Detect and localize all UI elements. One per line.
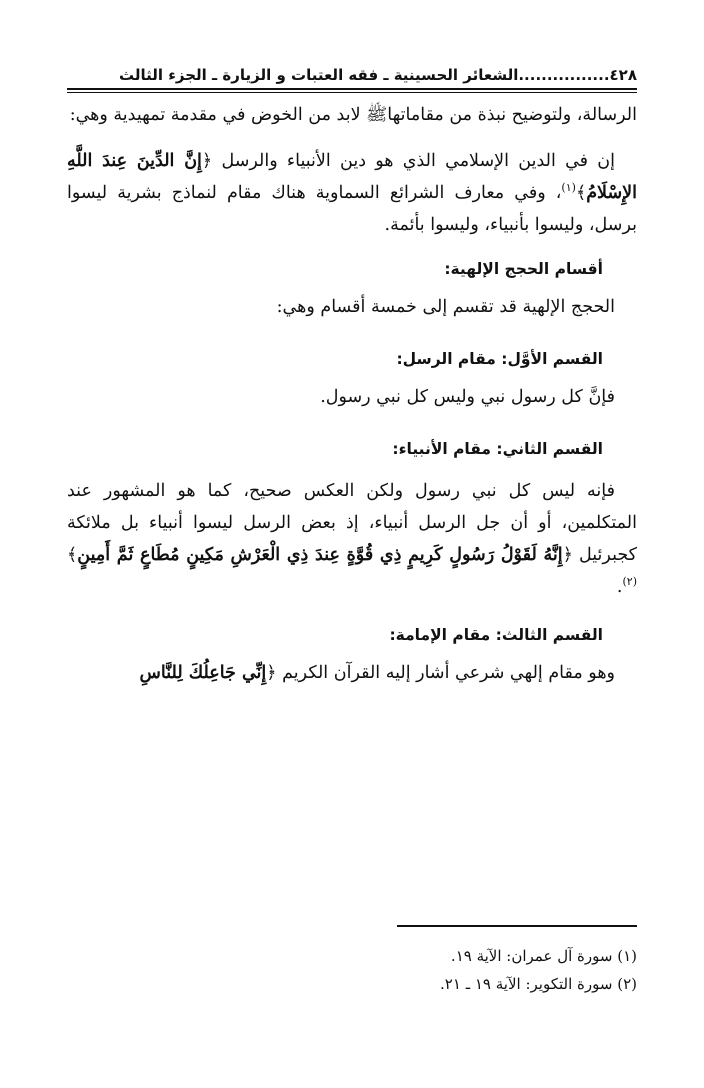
paragraph-4: فإنَّ كل رسول نبي وليس كل نبي رسول. [320,387,615,407]
leader-dots: ................ [518,66,610,84]
spacer [67,373,637,381]
quran-verse-3: إِنِّي جَاعِلُكَ لِلنَّاسِ [139,663,267,683]
running-title: الشعائر الحسينية ـ فقه العتبات و الزيارة ـ الجزء الثالث [118,66,519,84]
section-heading-imamate: القسم الثالث: مقام الإمامة: [389,626,603,644]
footnote-2: (٢) سورة التكوير: الآية ١٩ ـ ٢١. [440,975,637,993]
paragraph-5 [67,475,637,603]
section-heading-divine-proofs: أقسام الحجج الإلهية: [444,260,603,278]
paragraph-6-text: وهو مقام إلهي شرعي أشار إليه القرآن الكريم [282,663,615,683]
paragraph-2-text-after: ، وفي معارف الشرائع السماوية هناك مقام لنماذج بشرية ليسوا برسل، وليسوا بأنبياء، وليسوا بأئمة. [67,183,637,235]
running-head-left [119,62,637,88]
page-number: ٤٢٨ [609,66,637,84]
quran-bracket-open: ﴿ [266,663,277,683]
paragraph-2 [67,145,637,241]
paragraph-5-text: فإنه ليس كل نبي رسول ولكن العكس صحيح، كما هو المشهور عند المتكلمين، أو أن جل الرسل أنبياء، إذ بعض الرسل ليسوا أنبياء بل ملائكة كجبرئيل [67,481,637,565]
quran-verse-2: إِنَّهُ لَقَوْلُ رَسُولٍ كَرِيمٍ ذِي قُوَّةٍ عِندَ ذِي الْعَرْشِ مَكِينٍ مُطَاعٍ ثَمَّ أَمِينٍ [77,545,563,565]
spacer [67,603,637,621]
spacer [67,131,637,145]
running-head [67,62,637,88]
spacer [67,463,637,475]
footnote-ref-2: (٢) [622,575,637,589]
footnotes [67,942,637,998]
spacer [67,283,637,291]
quran-bracket-open: ﴿ [201,151,213,171]
spacer [67,649,637,657]
paragraph-6 [67,657,637,689]
section-heading-messengers: القسم الأوَّل: مقام الرسل: [396,350,603,368]
quran-bracket-close: ﴾ [67,545,78,565]
quran-bracket-open: ﴿ [562,545,573,565]
footnote-ref-1: (١) [561,181,576,195]
paragraph-2-text: إن في الدين الإسلامي الذي هو دين الأنبياء والرسل [221,151,616,171]
header-rule [67,88,637,93]
page-body [67,62,637,689]
paragraph-3: الحجج الإلهية قد تقسم إلى خمسة أقسام وهي: [276,297,615,317]
spacer [67,241,637,255]
quran-bracket-close: ﴾ [575,183,587,203]
paragraph-5-text-after: . [616,577,623,597]
footnote-1: (١) سورة آل عمران: الآية ١٩. [450,947,637,965]
paragraph-1: الرسالة، ولتوضيح نبذة من مقاماتهاﷺ لابد من الخوض في مقدمة تمهيدية وهي: [69,105,637,125]
spacer [67,413,637,435]
quran-verse-1: إِنَّ الدِّينَ عِندَ اللَّهِ الإِسْلَامُ [67,151,637,203]
section-heading-prophets: القسم الثاني: مقام الأنبياء: [392,440,603,458]
footnote-rule [397,925,637,927]
spacer [67,323,637,345]
